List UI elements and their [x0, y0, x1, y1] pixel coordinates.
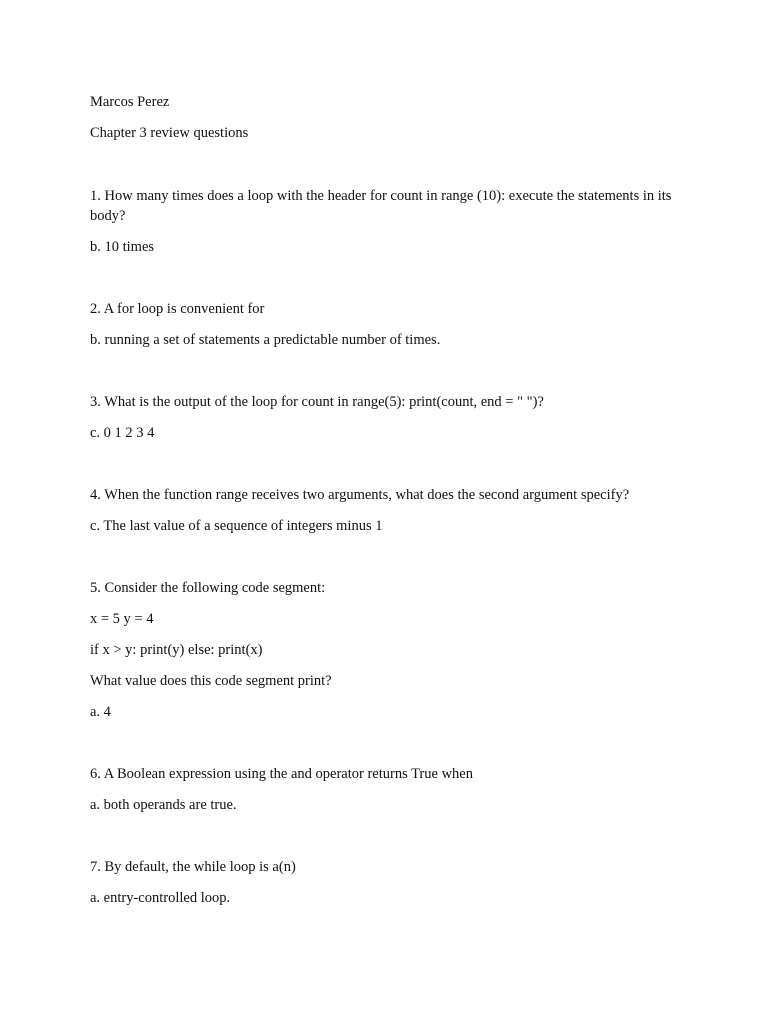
- question-6: 6. A Boolean expression using the and operator returns True when: [90, 766, 473, 782]
- answer-4: c. The last value of a sequence of integers minus 1: [90, 518, 383, 534]
- question-2: 2. A for loop is convenient for: [90, 301, 265, 317]
- answer-5: a. 4: [90, 704, 111, 720]
- answer-7: a. entry-controlled loop.: [90, 890, 231, 906]
- answer-3: c. 0 1 2 3 4: [90, 425, 155, 441]
- question-5-followup: What value does this code segment print?: [90, 673, 332, 689]
- question-4: 4. When the function range receives two arguments, what does the second argument specify?: [90, 487, 630, 503]
- question-1: 1. How many times does a loop with the header for count in range (10): execute the statements in its body?: [90, 188, 672, 224]
- author-name: Marcos Perez: [90, 94, 170, 110]
- document-subtitle: Chapter 3 review questions: [90, 125, 249, 141]
- code-line-2: if x > y: print(y) else: print(x): [90, 642, 263, 658]
- answer-6: a. both operands are true.: [90, 797, 237, 813]
- question-5: 5. Consider the following code segment:: [90, 580, 326, 596]
- code-line-1: x = 5 y = 4: [90, 611, 154, 627]
- question-7: 7. By default, the while loop is a(n): [90, 859, 296, 875]
- answer-1: b. 10 times: [90, 239, 155, 255]
- answer-2: b. running a set of statements a predictable number of times.: [90, 332, 441, 348]
- question-3: 3. What is the output of the loop for count in range(5): print(count, end = " ")?: [90, 394, 544, 410]
